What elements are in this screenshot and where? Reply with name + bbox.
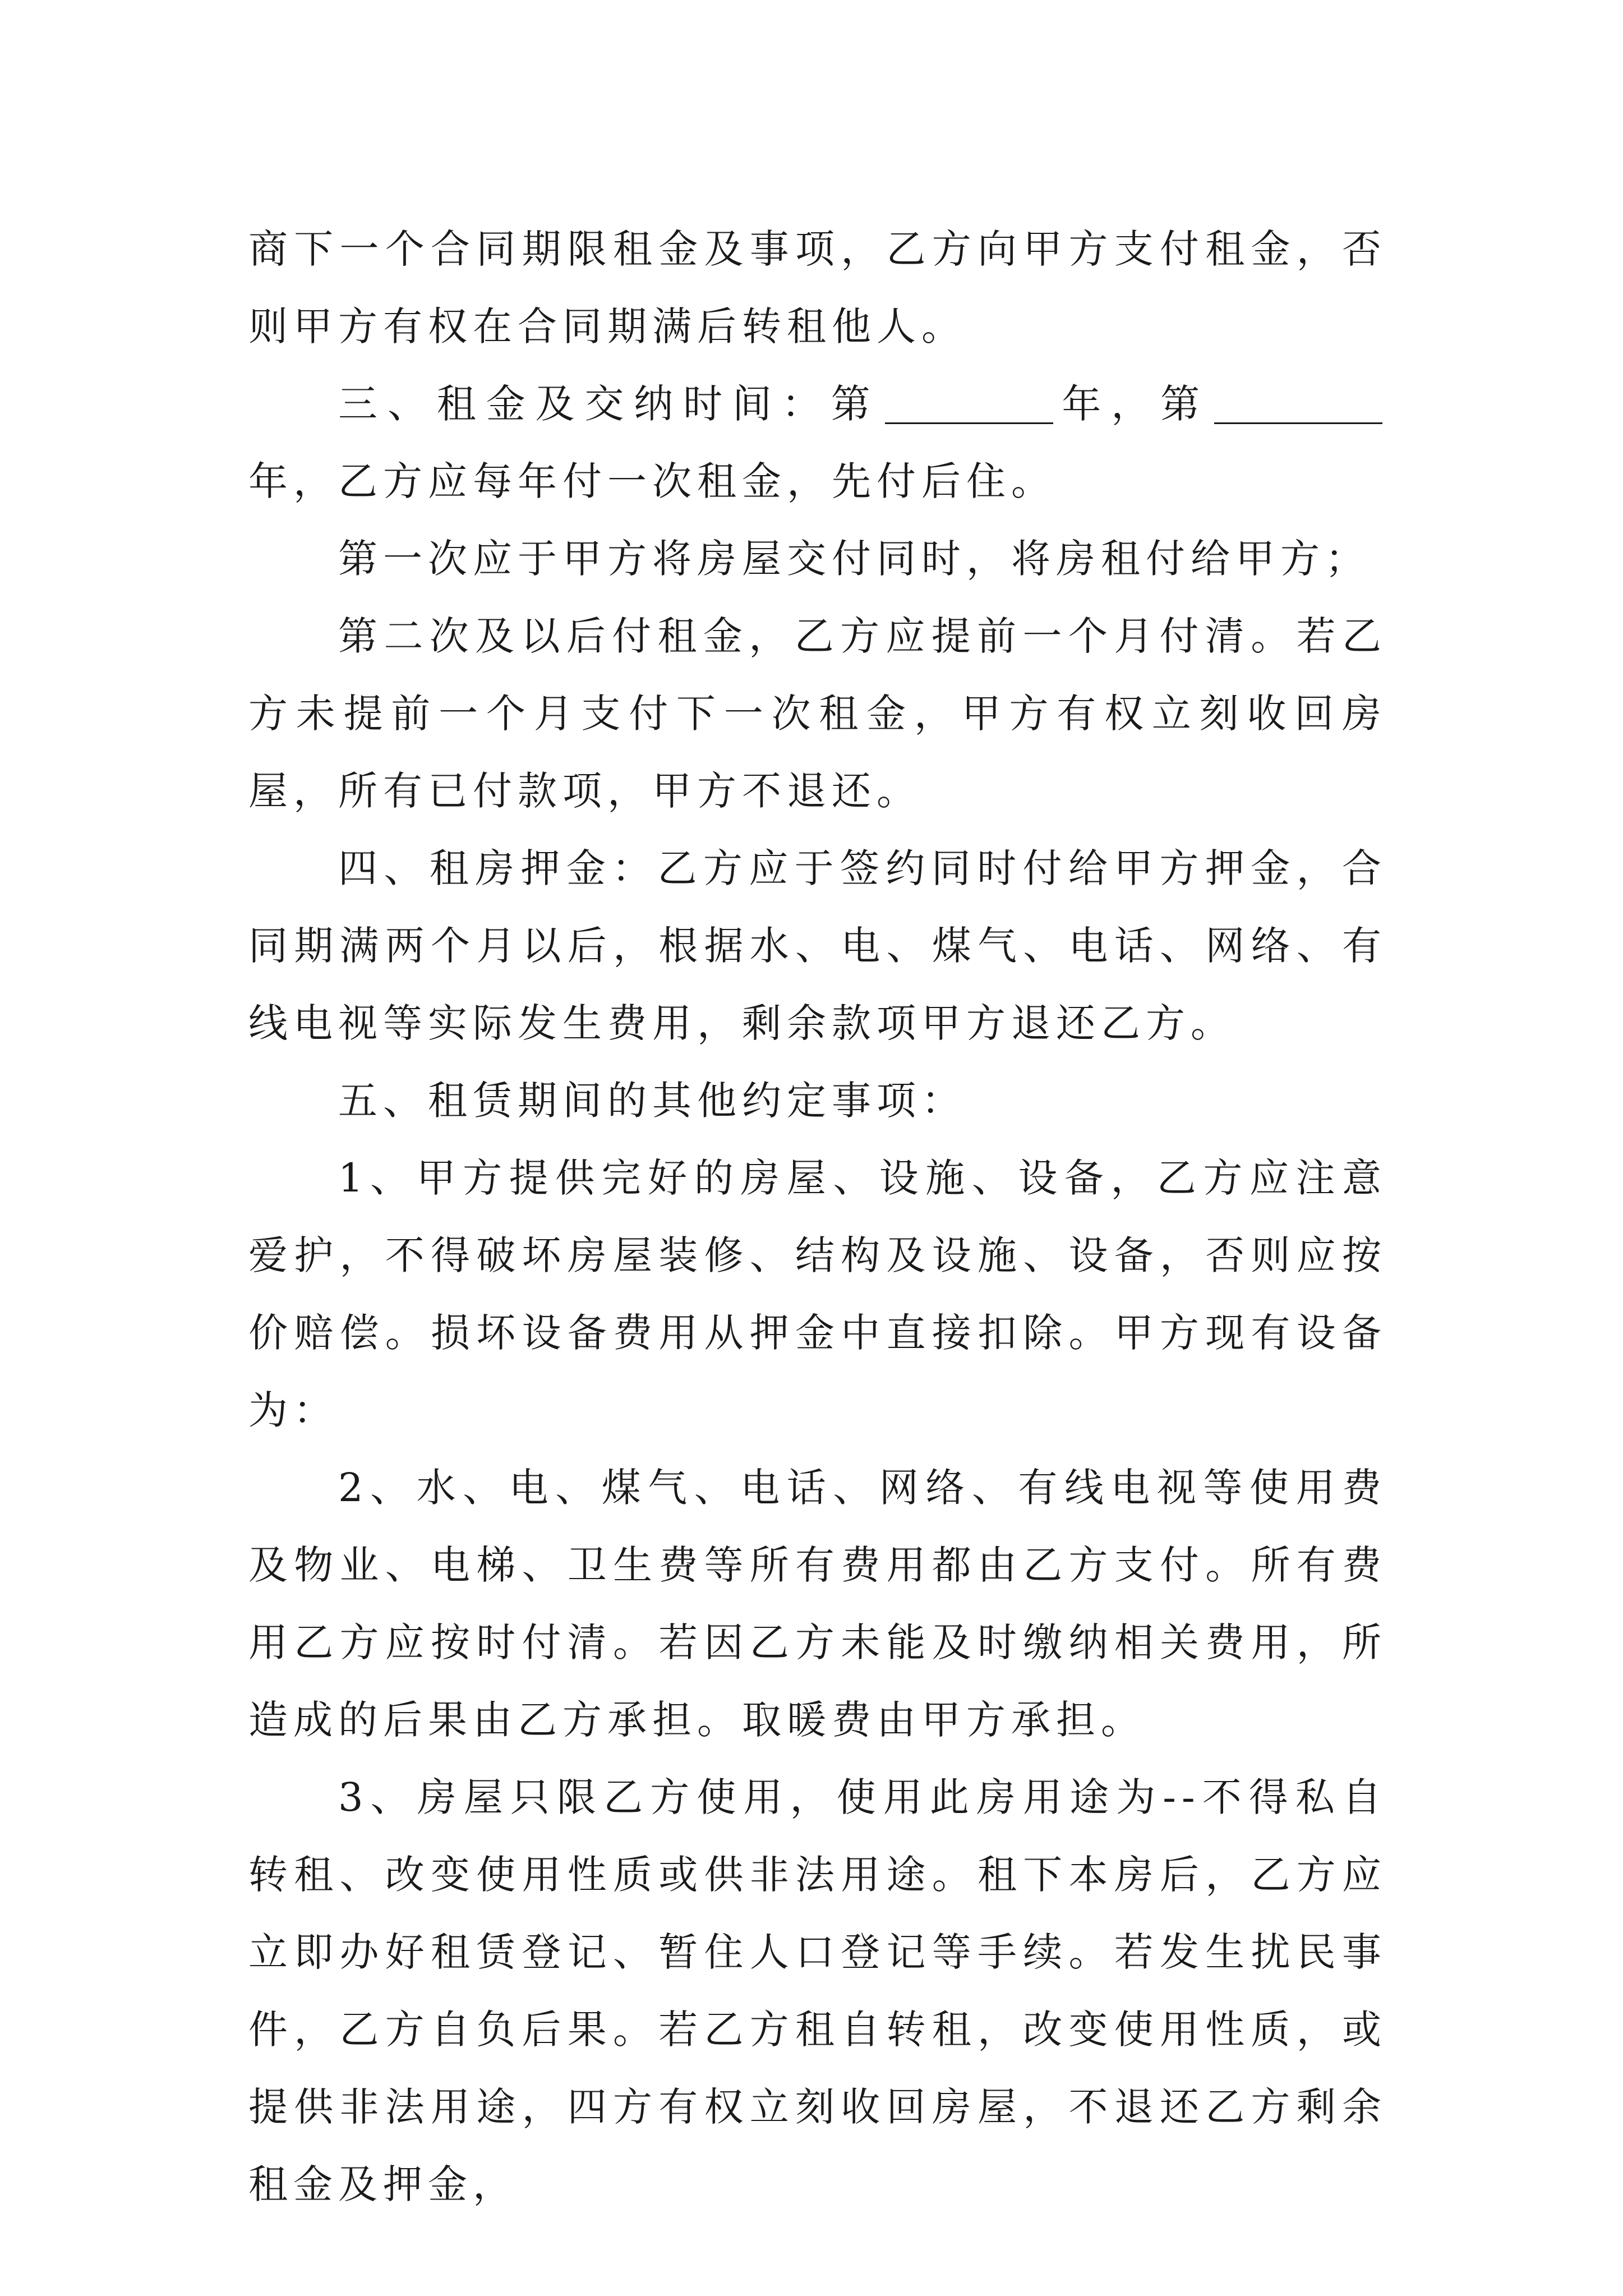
first-year-blank: [885, 383, 1053, 424]
paragraph-rent-payment-time: [248, 365, 1387, 520]
paragraph-first-payment: 第一次应于甲方将房屋交付同时，将房租付给甲方；: [338, 536, 1370, 582]
paragraph-subsequent-payments: 第二次及以后付租金，乙方应提前一个月付清。若乙方未提前一个月支付下一次租金，甲方有权立刻收回房屋，所有已付款项，甲方不退还。: [248, 613, 1387, 814]
document-body: [248, 210, 1387, 2223]
paragraph-term-2-fees: 2、水、电、煤气、电话、网络、有线电视等使用费及物业、电梯、卫生费等所有费用都由乙方支付。所有费用乙方应按时付清。若因乙方未能及时缴纳相关费用，所造成的后果由乙方承担。取暖费由甲方承担。: [248, 1465, 1387, 1743]
payment-time-text-1: 三、租金及交纳时间：第: [338, 381, 880, 427]
paragraph-deposit: 四、租房押金：乙方应于签约同时付给甲方押金，合同期满两个月以后，根据水、电、煤气、电话、网络、有线电视等实际发生费用，剩余款项甲方退还乙方。: [248, 845, 1387, 1046]
second-year-blank: [1214, 383, 1382, 424]
paragraph-other-terms-heading: 五、租赁期间的其他约定事项：: [338, 1078, 966, 1124]
paragraph-term-1-facilities: 1、甲方提供完好的房屋、设施、设备，乙方应注意爱护，不得破坏房屋装修、结构及设施、设备，否则应按价赔偿。损坏设备费用从押金中直接扣除。甲方现有设备为：: [248, 1155, 1387, 1433]
payment-time-text-2: 年，第: [1057, 381, 1210, 427]
payment-time-text-3: 年，乙方应每年付一次租金，先付后住。: [248, 458, 1056, 504]
paragraph-rent-renewal: 商下一个合同期限租金及事项，乙方向甲方支付租金，否则甲方有权在合同期满后转租他人。: [248, 226, 1387, 349]
paragraph-term-3-usage: 3、房屋只限乙方使用，使用此房用途为--不得私自转租、改变使用性质或供非法用途。租下本房后，乙方应立即办好租赁登记、暂住人口登记等手续。若发生扰民事件，乙方自负后果。若乙方租自转租，改变使用性质，或提供非法用途，四方有权立刻收回房屋，不退还乙方剩余租金及押金，: [248, 1774, 1387, 2207]
